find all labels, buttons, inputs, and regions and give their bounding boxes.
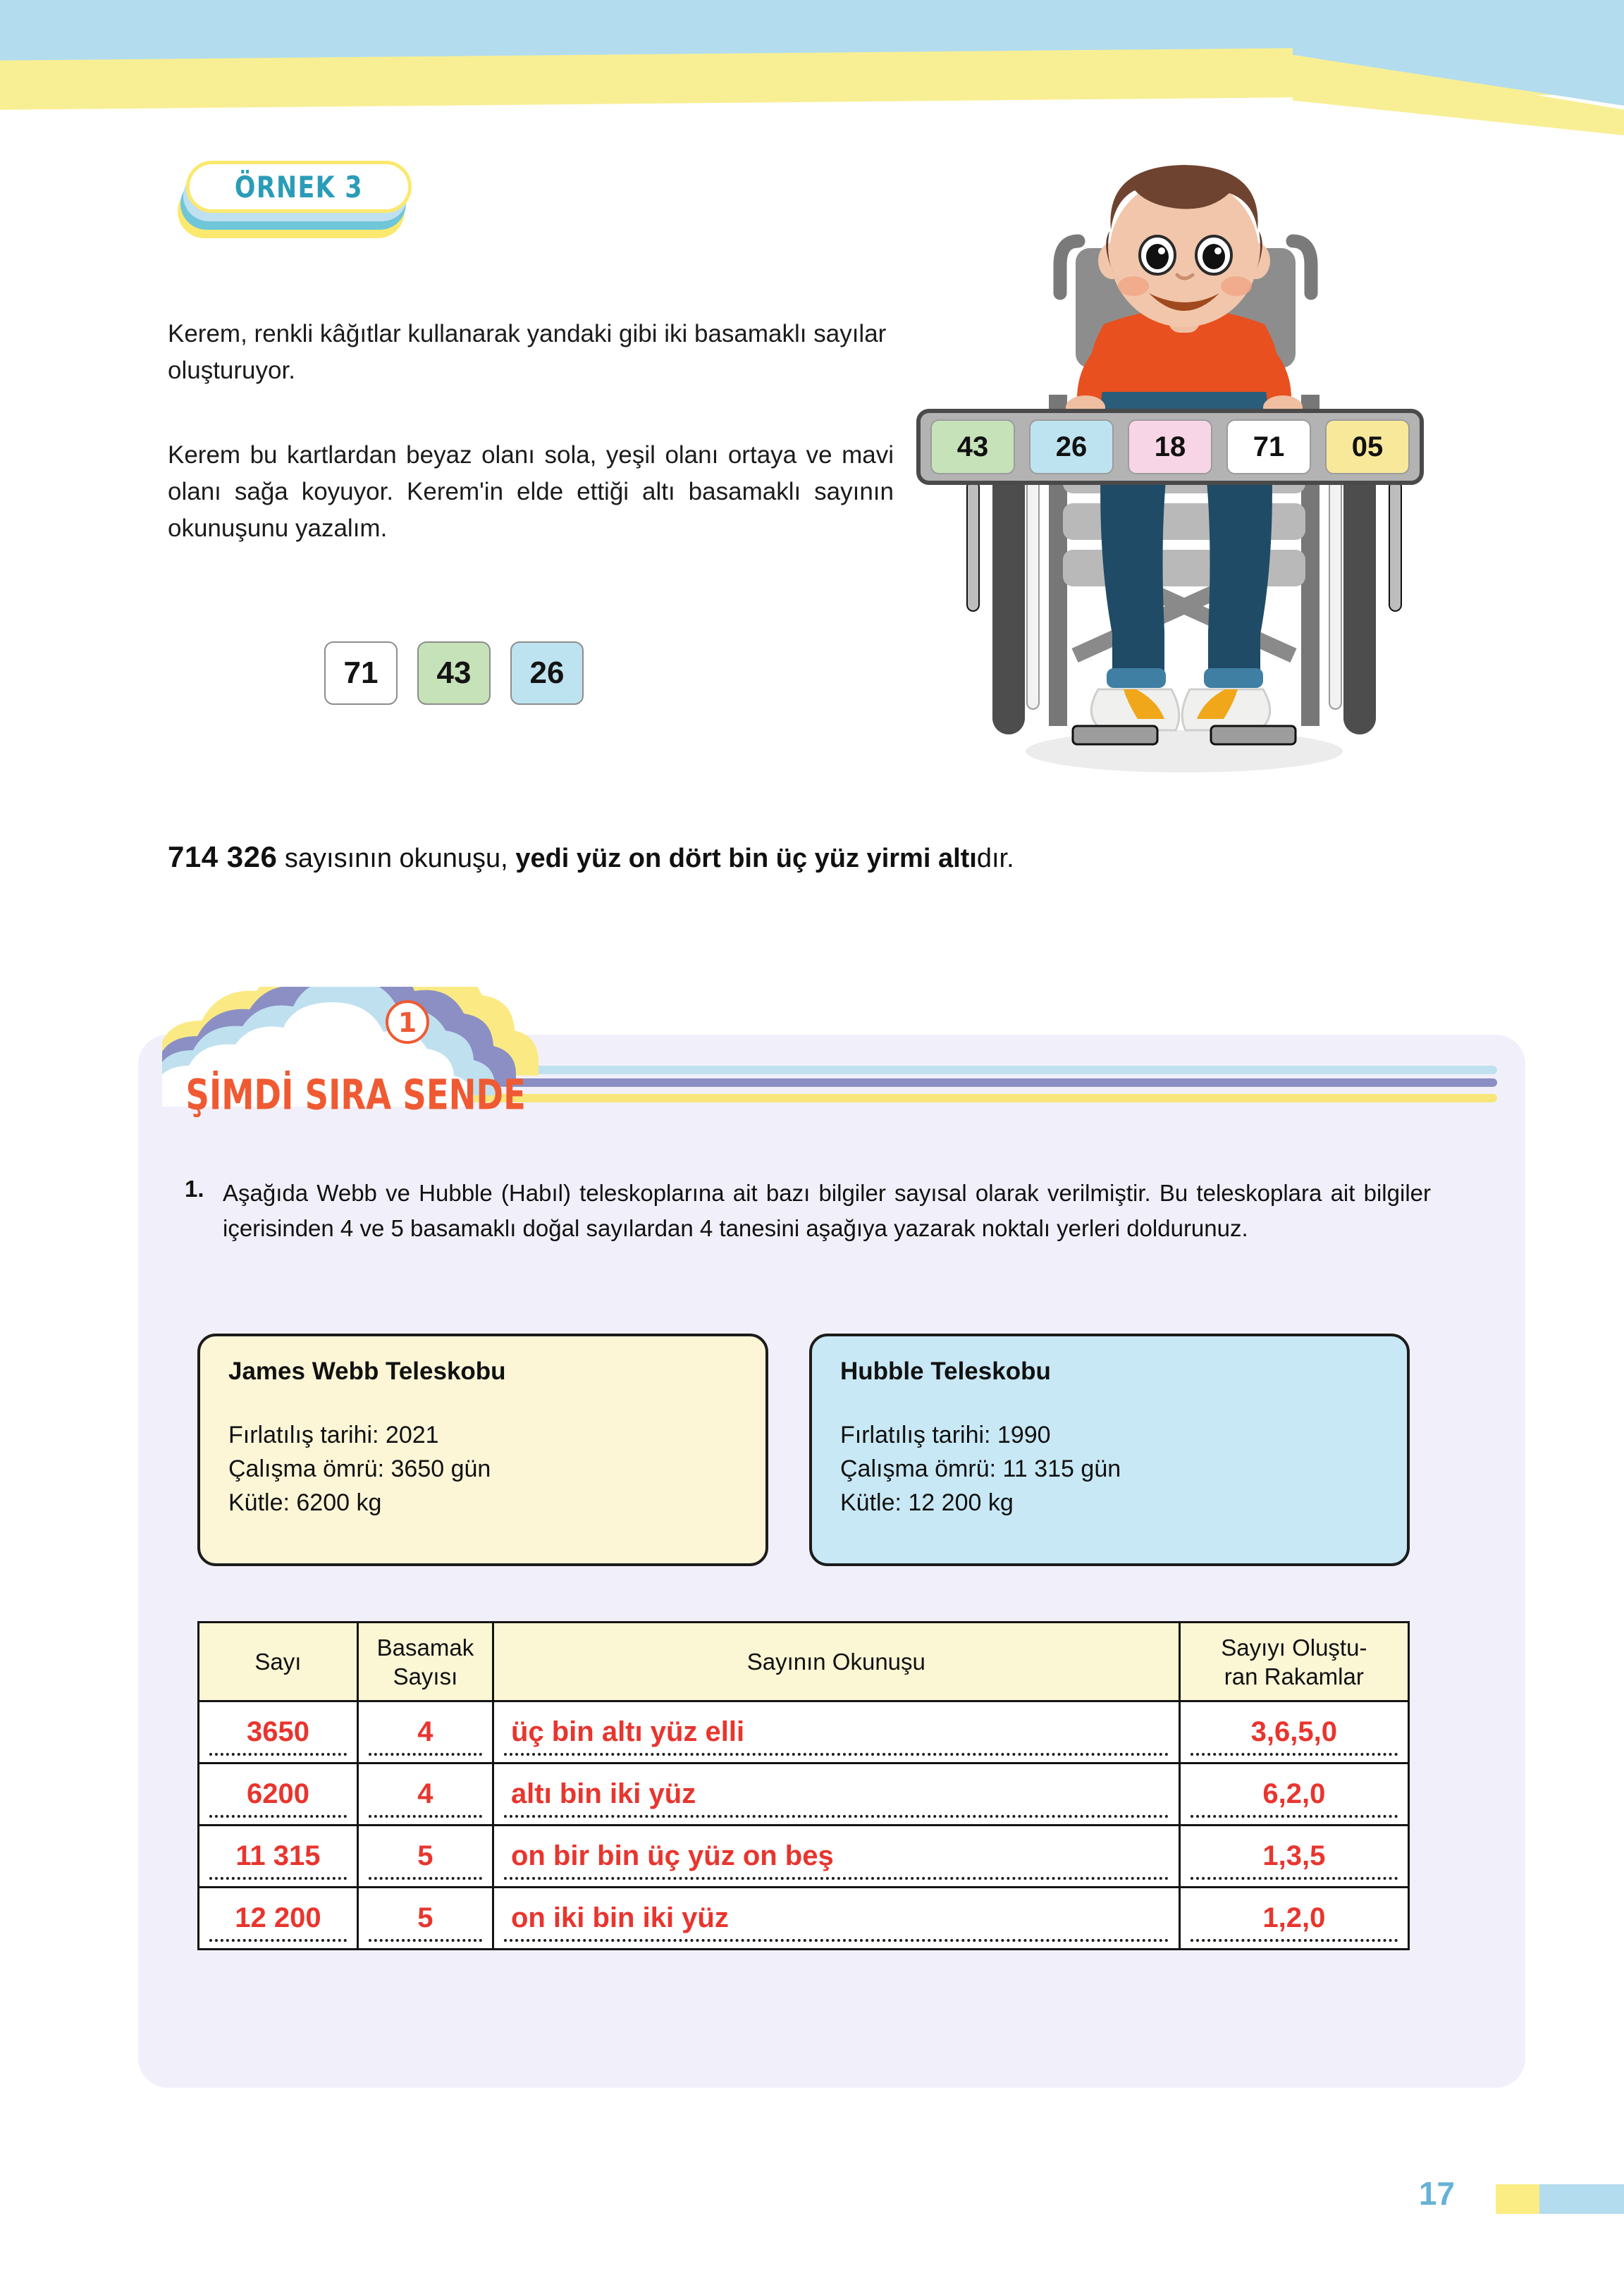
shoes — [1091, 689, 1269, 730]
cell-content — [199, 1826, 357, 1886]
dotted-answer-line — [369, 1877, 482, 1880]
cell-rakamlar[interactable] — [1179, 1763, 1408, 1826]
column-header-sayiyi-olusturan-rakamlar — [1179, 1623, 1408, 1701]
dotted-answer-line — [504, 1753, 1169, 1756]
info-box-row-launch: Fırlatılış tarihi: 1990 — [840, 1422, 1051, 1448]
cell-content — [1181, 1826, 1408, 1886]
handwritten-answer: 12 200 — [235, 1902, 321, 1933]
cell-basamak-sayisi[interactable] — [357, 1888, 493, 1950]
cell-okunus[interactable] — [493, 1888, 1179, 1950]
footer-yellow-block — [1496, 2184, 1539, 2214]
handwritten-answer: 3,6,5,0 — [1250, 1716, 1337, 1747]
cell-content — [494, 1888, 1179, 1948]
arranged-cards-row — [324, 641, 584, 705]
handrim-right — [1389, 481, 1401, 611]
cell-content — [494, 1826, 1179, 1886]
cell-content — [199, 1888, 357, 1948]
dotted-answer-line — [209, 1815, 347, 1818]
result-tail-text: dır. — [976, 844, 1014, 873]
handwritten-answer: 1,2,0 — [1262, 1902, 1326, 1933]
badge-pill — [186, 161, 412, 213]
header-line: Sayıyı Oluştu- — [1221, 1634, 1367, 1661]
header-line: Sayı — [254, 1649, 302, 1675]
wheelchair-tray — [916, 409, 1424, 485]
cell-content — [359, 1702, 492, 1762]
dotted-answer-line — [209, 1939, 347, 1942]
info-box-row-mass: Kütle: 6200 kg — [228, 1489, 382, 1516]
tray-card-value: 05 — [1351, 431, 1384, 462]
cheek-right — [1221, 276, 1252, 296]
cell-content — [199, 1702, 357, 1762]
handwritten-answer: üç bin altı yüz elli — [510, 1716, 745, 1747]
now-your-turn-banner — [162, 987, 599, 1128]
dotted-answer-line — [369, 1753, 482, 1756]
cell-okunus[interactable] — [493, 1826, 1179, 1888]
cell-content — [494, 1764, 1179, 1824]
cell-content — [1181, 1764, 1408, 1824]
result-sentence — [168, 839, 1324, 877]
result-reading: yedi yüz on dört bin üç yüz yirmi altı — [515, 844, 977, 873]
header-line: Sayısı — [393, 1663, 458, 1689]
cell-sayi[interactable] — [199, 1763, 358, 1826]
arranged-card — [324, 641, 398, 705]
cell-content — [1181, 1888, 1408, 1948]
tray-card — [1226, 419, 1311, 474]
ear-right — [1242, 242, 1270, 279]
arranged-card-value: 26 — [529, 655, 565, 690]
tray-card-value: 71 — [1253, 431, 1285, 462]
cheek-left — [1118, 276, 1149, 296]
info-box-row-launch: Fırlatılış tarihi: 2021 — [228, 1422, 439, 1448]
banner-number-text: 1 — [398, 1007, 417, 1038]
handwritten-answer: 3650 — [246, 1716, 309, 1747]
tray-card-value: 26 — [1055, 431, 1088, 462]
dotted-answer-line — [1191, 1815, 1398, 1818]
table-body — [199, 1701, 1409, 1950]
table-row — [199, 1888, 1409, 1950]
arranged-card — [510, 641, 584, 705]
cell-sayi[interactable] — [199, 1701, 358, 1763]
info-box-title: Hubble Teleskobu — [840, 1358, 1051, 1385]
cell-okunus[interactable] — [493, 1763, 1179, 1826]
handwritten-answer: 1,3,5 — [1262, 1840, 1326, 1871]
footplate-right — [1211, 726, 1296, 744]
dotted-answer-line — [1191, 1877, 1398, 1880]
example-paragraph-2: Kerem bu kartlardan beyaz olanı sola, yeşil olanı ortaya ve mavi olanı sağa koyuyor. Kerem'in elde ettiği altı basamaklı sayının okunuşunu yazalım. — [168, 441, 894, 542]
info-box-webb — [197, 1334, 768, 1566]
exercise-item-text: Aşağıda Webb ve Hubble (Habıl) teleskoplarına ait bazı bilgiler sayısal olarak verilmiştir. Bu teleskoplara ait bilgiler içerisinden 4 ve 5 basamaklı doğal sayılardan 4 tanesini aşağıya yazarak noktalı yerleri doldurunuz. — [223, 1180, 1431, 1241]
handwritten-answer: on bir bin üç yüz on beş — [510, 1840, 834, 1871]
cell-basamak-sayisi[interactable] — [357, 1763, 493, 1826]
info-box-row-lifetime: Çalışma ömrü: 3650 gün — [228, 1455, 491, 1482]
column-header-basamak-sayisi — [357, 1623, 493, 1701]
dotted-answer-line — [369, 1939, 482, 1942]
tray-card — [1325, 419, 1410, 474]
cell-sayi[interactable] — [199, 1888, 358, 1950]
column-header-sayinin-okunusu — [493, 1623, 1179, 1701]
cell-content — [359, 1826, 492, 1886]
tray-card-value: 43 — [956, 431, 989, 462]
table-header — [199, 1623, 1409, 1701]
dotted-answer-line — [209, 1753, 347, 1756]
dotted-answer-line — [504, 1939, 1169, 1942]
arranged-card-value: 71 — [343, 655, 379, 690]
top-decorative-bands — [0, 0, 1624, 148]
badge-label: ÖRNEK 3 — [234, 169, 364, 204]
cell-okunus[interactable] — [493, 1701, 1179, 1763]
handwritten-answer: 11 315 — [235, 1840, 321, 1871]
cell-content — [494, 1702, 1179, 1762]
handwritten-answer: 5 — [417, 1902, 433, 1933]
cell-rakamlar[interactable] — [1179, 1701, 1408, 1763]
table-header-row — [199, 1623, 1409, 1701]
cell-content — [199, 1764, 357, 1824]
numbers-table — [197, 1621, 1410, 1950]
result-mid-text: sayısının okunuşu, — [277, 844, 516, 873]
handwritten-answer: 6200 — [246, 1778, 309, 1809]
handwritten-answer: 4 — [417, 1778, 433, 1809]
tray-card — [1029, 419, 1114, 474]
footer-blue-block — [1539, 2184, 1624, 2214]
info-box-hubble — [809, 1334, 1410, 1566]
cell-basamak-sayisi[interactable] — [357, 1826, 493, 1888]
handwritten-answer: on iki bin iki yüz — [510, 1902, 729, 1933]
handwritten-answer: 5 — [417, 1840, 433, 1871]
dotted-answer-line — [504, 1815, 1169, 1818]
banner-title-text: ŞİMDİ SIRA SENDE — [185, 1071, 526, 1119]
footplate-left — [1073, 726, 1157, 744]
cell-rakamlar[interactable] — [1179, 1888, 1408, 1950]
table-row — [199, 1763, 1409, 1826]
result-number: 714 326 — [168, 840, 278, 873]
cell-sayi[interactable] — [199, 1826, 358, 1888]
header-line: Basamak — [376, 1634, 474, 1661]
column-header-sayi — [199, 1623, 358, 1701]
page-number: 17 — [1418, 2175, 1455, 2212]
handwritten-answer: altı bin iki yüz — [510, 1778, 696, 1809]
tray-card — [1128, 419, 1212, 474]
dotted-answer-line — [1191, 1753, 1398, 1756]
tray-card — [930, 419, 1015, 474]
cell-rakamlar[interactable] — [1179, 1826, 1408, 1888]
arranged-card — [417, 641, 491, 705]
info-box-title: James Webb Teleskobu — [228, 1358, 506, 1385]
cell-content — [359, 1888, 492, 1948]
exercise-item-number: 1. — [185, 1176, 204, 1202]
tray-card-value: 18 — [1154, 431, 1186, 462]
cell-basamak-sayisi[interactable] — [357, 1701, 493, 1763]
dotted-answer-line — [504, 1877, 1169, 1880]
handrim-left — [967, 481, 979, 611]
header-line: Sayının Okunuşu — [746, 1649, 925, 1675]
info-box-row-mass: Kütle: 12 200 kg — [840, 1489, 1014, 1516]
dotted-answer-line — [369, 1815, 482, 1818]
cell-content — [359, 1764, 492, 1824]
header-line: ran Rakamlar — [1224, 1663, 1364, 1689]
dotted-answer-line — [1191, 1939, 1398, 1942]
example-badge — [173, 161, 420, 245]
handwritten-answer: 4 — [417, 1716, 433, 1747]
arranged-card-value: 43 — [436, 655, 472, 690]
ear-left — [1098, 242, 1126, 279]
handwritten-answer: 6,2,0 — [1262, 1778, 1326, 1809]
dotted-answer-line — [209, 1877, 347, 1880]
info-box-row-lifetime: Çalışma ömrü: 11 315 gün — [840, 1455, 1121, 1482]
example-paragraph-1: Kerem, renkli kâğıtlar kullanarak yandaki gibi iki basamaklı sayılar oluşturuyor. — [168, 320, 887, 384]
cell-content — [1181, 1702, 1408, 1762]
table-row — [199, 1701, 1409, 1763]
table-row — [199, 1826, 1409, 1888]
